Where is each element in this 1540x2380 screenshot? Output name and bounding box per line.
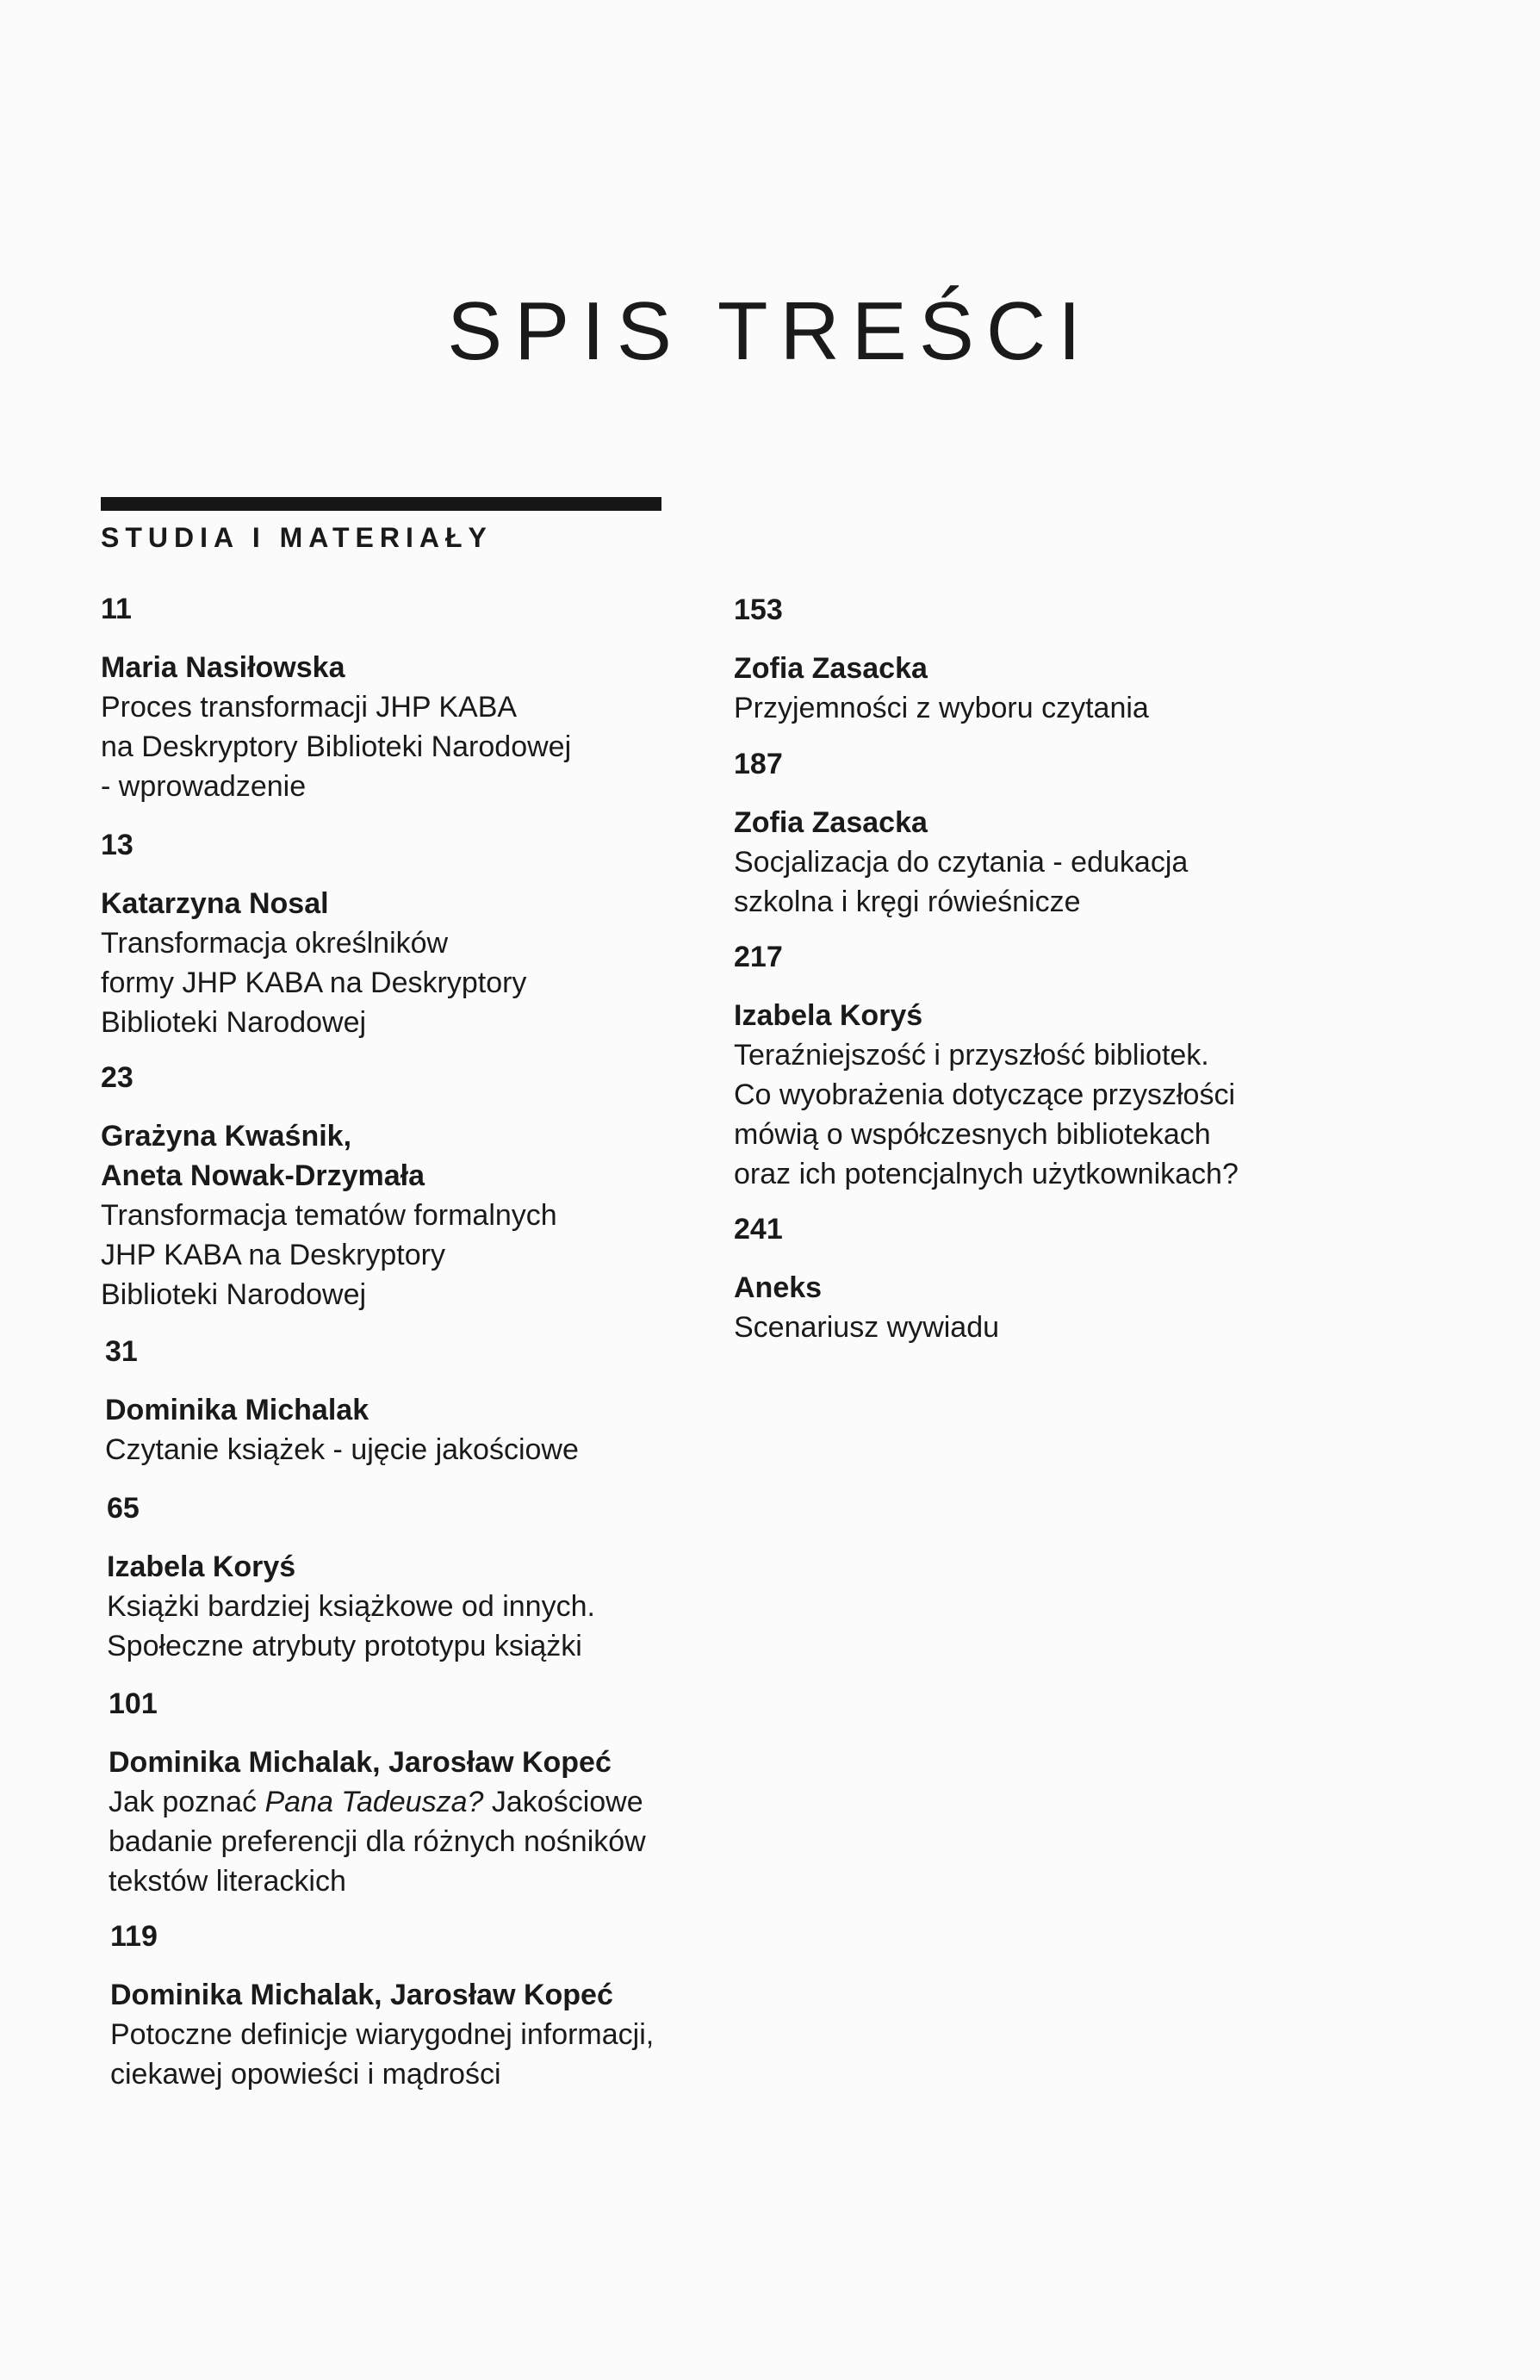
author: Aneks	[734, 1271, 823, 1304]
entry-title: ciekawej opowieści i mądrości	[110, 2058, 501, 2091]
entry-title: oraz ich potencjalnych użytkownikach?	[734, 1158, 1239, 1190]
toc-entry[interactable]	[734, 937, 1337, 1194]
page-number: 241	[734, 1213, 783, 1246]
entry-title: Biblioteki Narodowej	[101, 1006, 367, 1039]
entry-title: na Deskryptory Biblioteki Narodowej	[101, 730, 572, 763]
page-number: 11	[101, 593, 132, 625]
entry-title: Proces transformacji JHP KABA	[101, 691, 518, 724]
toc-entry[interactable]	[734, 744, 1337, 922]
page-number: 31	[105, 1335, 138, 1368]
section-heading: STUDIA I MATERIAŁY	[101, 522, 493, 553]
entry-title: Co wyobrażenia dotyczące przyszłości	[734, 1078, 1236, 1111]
entry-title: formy JHP KABA na Deskryptory	[101, 966, 527, 999]
author: Izabela Koryś	[734, 999, 923, 1032]
entry-title	[109, 1782, 711, 1822]
toc-entry[interactable]	[105, 1332, 708, 1470]
entry-title: tekstów literackich	[109, 1865, 346, 1898]
entry-title: Scenariusz wywiadu	[734, 1311, 1000, 1344]
entry-title: Potoczne definicje wiarygodnej informacji,	[110, 2018, 655, 2051]
author: Zofia Zasacka	[734, 652, 928, 685]
toc-entry[interactable]	[101, 825, 704, 1042]
section-rule	[101, 497, 661, 511]
author: Dominika Michalak, Jarosław Kopeć	[110, 1979, 613, 2011]
entry-title: Teraźniejszość i przyszłość bibliotek.	[734, 1039, 1209, 1072]
page-number: 217	[734, 941, 783, 973]
author: Izabela Koryś	[107, 1550, 296, 1583]
title-text: Jakościowe	[491, 1786, 643, 1818]
author: Zofia Zasacka	[734, 806, 928, 839]
author: Dominika Michalak, Jarosław Kopeć	[109, 1746, 612, 1779]
page-title: SPIS TREŚCI	[447, 285, 1093, 377]
author: Aneta Nowak-Drzymała	[101, 1159, 425, 1192]
toc-entry[interactable]	[734, 1209, 1337, 1347]
toc-entry[interactable]	[110, 1917, 713, 2094]
page-number: 65	[107, 1492, 140, 1525]
entry-title: Czytanie książek - ujęcie jakościowe	[105, 1433, 579, 1466]
entry-title: Biblioteki Narodowej	[101, 1278, 367, 1311]
toc-entry[interactable]	[101, 1058, 704, 1314]
toc-entry[interactable]	[101, 589, 704, 806]
page-number: 153	[734, 593, 783, 626]
entry-title: Transformacja tematów formalnych	[101, 1199, 557, 1232]
author: Katarzyna Nosal	[101, 887, 329, 920]
entry-title: mówią o współczesnych bibliotekach	[734, 1118, 1211, 1151]
entry-title: Książki bardziej książkowe od innych.	[107, 1590, 595, 1623]
title-italic: Pana Tadeusza?	[264, 1786, 484, 1818]
page-number: 23	[101, 1061, 134, 1094]
entry-title: - wprowadzenie	[101, 770, 307, 803]
author: Grażyna Kwaśnik,	[101, 1120, 352, 1153]
title-text: Jak poznać	[109, 1786, 257, 1818]
toc-entry[interactable]	[109, 1684, 711, 1901]
entry-title: Transformacja określników	[101, 927, 449, 960]
toc-entry[interactable]	[107, 1488, 710, 1666]
entry-title: Społeczne atrybuty prototypu książki	[107, 1630, 582, 1662]
entry-title: Socjalizacja do czytania - edukacja	[734, 846, 1189, 879]
page-number: 101	[109, 1687, 158, 1720]
entry-title: Przyjemności z wyboru czytania	[734, 692, 1149, 724]
author: Dominika Michalak	[105, 1394, 369, 1426]
entry-title: badanie preferencji dla różnych nośników	[109, 1825, 646, 1858]
entry-title: szkolna i kręgi rówieśnicze	[734, 886, 1081, 918]
page-number: 187	[734, 748, 783, 780]
toc-entry[interactable]	[734, 590, 1337, 728]
author: Maria Nasiłowska	[101, 651, 345, 684]
page-number: 13	[101, 829, 134, 861]
entry-title: JHP KABA na Deskryptory	[101, 1239, 445, 1271]
page-number: 119	[110, 1920, 158, 1953]
